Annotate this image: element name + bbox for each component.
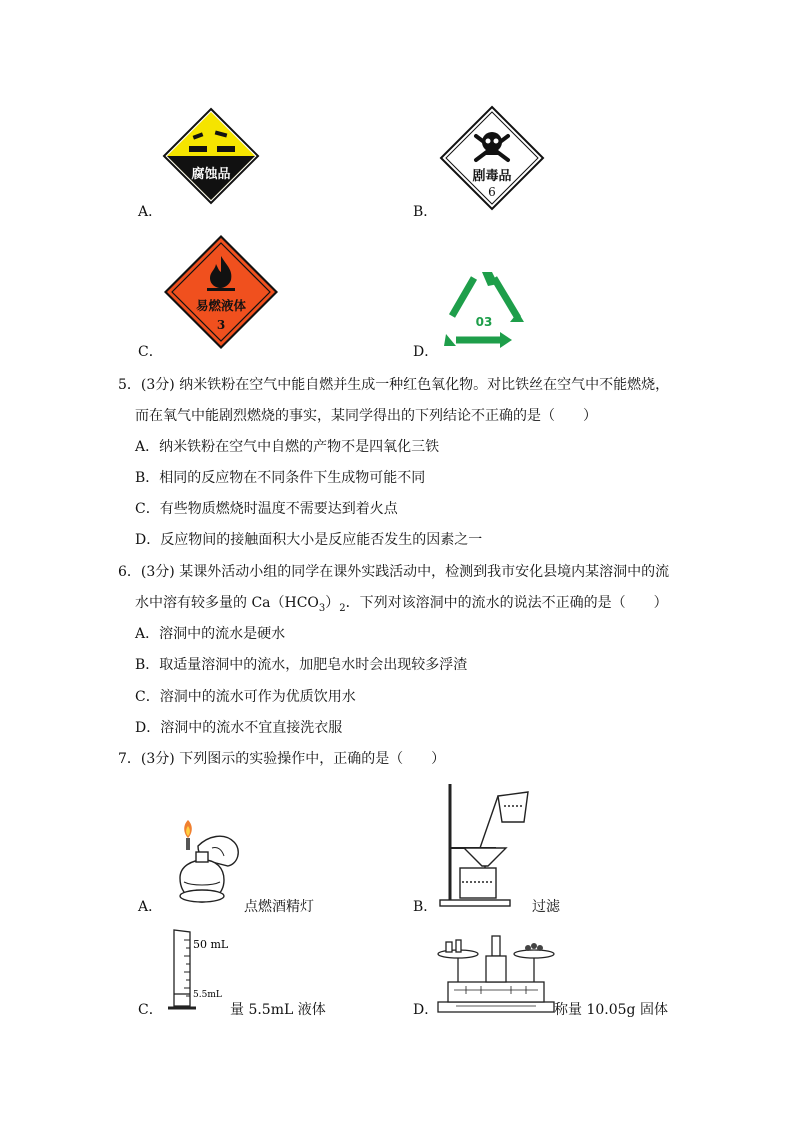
cylinder-top-mark: 50 mL xyxy=(193,938,229,951)
flammable-liquid-sign-image xyxy=(163,234,279,350)
q7-stem: 7．(3分) 下列图示的实验操作中，正确的是（ ） xyxy=(118,751,446,767)
q4-option-d-label: D． xyxy=(413,344,439,360)
q6-option-c: C．溶洞中的流水可作为优质饮用水 xyxy=(135,689,356,705)
q6-stem-line2-pre: 水中溶有较多量的 Ca（HCO xyxy=(135,595,319,611)
corrosive-sign-text: 腐蚀品 xyxy=(191,167,231,182)
q6-stem-line2-post: ．下列对该溶洞中的流水的说法不正确的是（ ） xyxy=(345,595,668,611)
q7-option-a-label: A． xyxy=(138,899,163,915)
q7-option-d-label: D． xyxy=(413,1002,439,1018)
q6-option-a: A．溶洞中的流水是硬水 xyxy=(135,626,286,642)
q7-option-a-caption: 点燃酒精灯 xyxy=(244,899,314,915)
balance-scale-image xyxy=(436,932,556,1016)
q7-option-d-caption: 称量 10.05g 固体 xyxy=(554,1002,668,1018)
q6-stem-line2-mid: ） xyxy=(325,595,340,611)
q5-option-a: A．纳米铁粉在空气中自燃的产物不是四氧化三铁 xyxy=(135,439,440,455)
alcohol-lamp-lighting-image xyxy=(168,818,248,908)
q7-option-b-caption: 过滤 xyxy=(532,899,560,915)
q7-option-c-label: C． xyxy=(138,1002,163,1018)
q6-subscript-3: 3 xyxy=(318,602,326,614)
recycling-sign-number: 03 xyxy=(475,315,493,329)
q6-subscript-2: 2 xyxy=(339,602,346,614)
cylinder-bottom-mark: 5.5mL xyxy=(193,990,222,1000)
recycling-arrows-icon xyxy=(452,278,518,340)
q6-stem-line2 xyxy=(135,592,668,614)
q6-option-d: D．溶洞中的流水不宜直接洗衣服 xyxy=(135,720,343,736)
q5-stem-line2: 而在氧气中能剧烈燃烧的事实，某同学得出的下列结论不正确的是（ ） xyxy=(135,408,597,424)
toxic-sign-number: 6 xyxy=(488,185,496,199)
q4-option-c-label: C． xyxy=(138,344,163,360)
q6-stem-line1: 6．(3分) 某课外活动小组的同学在课外实践活动中，检测到我市安化县境内某溶洞中的流 xyxy=(118,564,670,580)
q5-option-b: B．相同的反应物在不同条件下生成物可能不同 xyxy=(135,470,426,486)
q5-option-c: C．有些物质燃烧时温度不需要达到着火点 xyxy=(135,501,398,517)
recycling-sign-image xyxy=(440,268,528,352)
toxic-sign-text: 剧毒品 xyxy=(472,169,512,184)
flammable-sign-text: 易燃液体 xyxy=(195,298,247,313)
corrosive-sign-image xyxy=(163,108,259,204)
q4-option-a-label: A． xyxy=(138,204,163,220)
q5-option-d: D．反应物间的接触面积大小是反应能否发生的因素之一 xyxy=(135,532,483,548)
q5-stem-line1: 5．(3分) 纳米铁粉在空气中能自燃并生成一种红色氧化物。对比铁丝在空气中不能燃烧， xyxy=(118,377,670,393)
toxic-sign-image xyxy=(440,106,544,210)
q6-option-b: B．取适量溶洞中的流水，加肥皂水时会出现较多浮渣 xyxy=(135,657,468,673)
q7-option-b-label: B． xyxy=(413,899,438,915)
flammable-sign-number: 3 xyxy=(216,318,226,332)
q4-option-b-label: B． xyxy=(413,204,438,220)
q7-option-c-caption: 量 5.5mL 液体 xyxy=(230,1002,326,1018)
filtration-setup-image xyxy=(436,782,536,908)
